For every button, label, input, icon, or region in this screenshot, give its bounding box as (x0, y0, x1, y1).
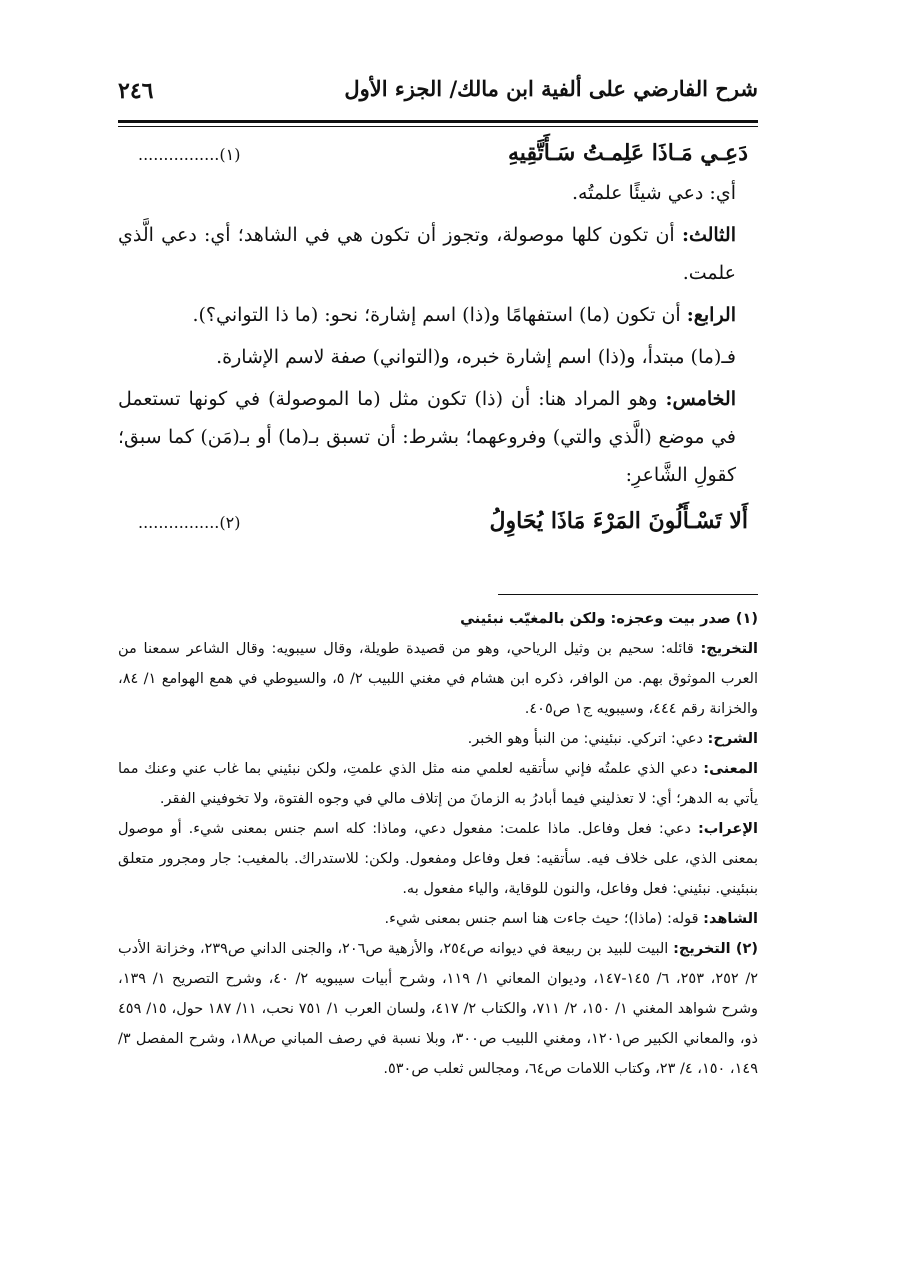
header-rule-thin (118, 126, 758, 127)
footnote-1-maana-lead: المعنى: (703, 761, 758, 777)
paragraph-fifth (118, 380, 758, 494)
footnote-1-maana-text: دعي الذي علمتُه فإني سأتقيه لعلمي منه مثل الذي علمتِ، ولكن نبئيني بما غاب عني وعنك مما يأتي به الدهر؛ أي: لا تعذليني فيما أبادرُ به الزمانَ من إتلاف مالي في وجوه الفتوة، ولا تخوفيني الفقر. (118, 761, 758, 807)
footnote-separator (498, 594, 758, 595)
footnote-1-irab-text: دعي: فعل وفاعل. ماذا علمت: مفعول دعي، وماذا: كله اسم جنس بمعنى شيء. أو موصول بمعنى الذي، على خلاف فيه. سأتقيه: فعل وفاعل ومفعول. ولكن: للاستدراك. بالمغيب: جار ومجرور متعلق بنبئيني. نبئيني: فعل وفاعل، والنون للوقاية، والياء مفعول به. (118, 821, 758, 897)
footnote-1-maana (118, 754, 758, 814)
verse-1-dots: ................(١) (138, 145, 241, 164)
footnote-1-sharh-text: دعي: اتركي. نبئيني: من النبأ وهو الخبر. (467, 731, 708, 747)
paragraph-fifth-text: وهو المراد هنا: أن (ذا) تكون مثل (ما الموصولة) في كونها تستعمل في موضع (الَّذي والتي) وفروعهما؛ بشرط: أن تسبق بـ(ما) أو بـ(مَن) كما سبق؛ كقولِ الشَّاعرِ: (118, 388, 736, 486)
footnote-1-irab-lead: الإعراب: (697, 821, 758, 837)
verse-2-dots: ................(٢) (138, 513, 241, 532)
page-header (118, 70, 758, 120)
footnote-2 (118, 934, 758, 1084)
page-number: ٢٤٦ (118, 78, 154, 104)
paragraph-fourth (118, 296, 758, 334)
verse-line-1 (118, 130, 758, 174)
footnotes (118, 604, 758, 1084)
footnote-1-shahid-text: قوله: (ماذا)؛ حيث جاءت هنا اسم جنس بمعنى شيء. (384, 911, 704, 927)
paragraph-parse: فـ(ما) مبتدأ، و(ذا) اسم إشارة خبره، و(التواني) صفة لاسم الإشارة. (216, 346, 736, 368)
main-text (118, 130, 758, 542)
footnote-1-head: (١) صدر بيت وعجزه: ولكن بالمغيّب نبئيني (460, 611, 758, 627)
paragraph-1: أي: دعي شيئًا علمتُه. (571, 182, 736, 204)
paragraph-fourth-lead: الرابع: (686, 304, 736, 326)
footnote-1-takhrij-text: قائله: سحيم بن وثيل الرياحي، وهو من قصيدة طويلة، وقال سيبويه: وقال الشاعر سمعنا من العرب الموثوق بهم. من الوافر، ذكره ابن هشام في مغني اللبيب ٢/ ٥، والسيوطي في همع الهوامع ١/ ٨٤، والخزانة رقم ٤٤٤، وسيبويه ج١ ص٤٠٥. (118, 641, 759, 717)
footnote-1-takhrij-lead: التخريج: (700, 641, 758, 657)
footnote-1-takhrij (118, 634, 758, 724)
running-title: شرح الفارضي على ألفية ابن مالك/ الجزء الأول (344, 76, 758, 101)
header-rule-thick (118, 120, 758, 123)
paragraph-third-lead: الثالث: (681, 224, 736, 246)
footnote-1-shahid-lead: الشاهد: (703, 911, 758, 927)
footnote-2-lead: (٢) التخريج: (673, 941, 759, 957)
verse-line-2 (118, 498, 758, 542)
footnote-1-irab (118, 814, 758, 904)
footnote-2-text: البيت للبيد بن ربيعة في ديوانه ص٢٥٤، والأزهية ص٢٠٦، والجنى الداني ص٢٣٩، وخزانة الأدب ٢/ ٢٥٢، ٢٥٣، ٦/ ١٤٥-١٤٧، وديوان المعاني ١/ ١١٩، وشرح أبيات سيبويه ٢/ ٤٠، وشرح التصريح ١/ ١٣٩، وشرح شواهد المغني ١/ ١٥٠، ٢/ ٧١١، والكتاب ٢/ ٤١٧، ولسان العرب ١/ ٧٥١ نحب، ١١/ ١٨٧ حول، ١٥/ ٤٥٩ ذو، والمعاني الكبير ص١٢٠١، ومغني اللبيب ص٣٠٠، وبلا نسبة في رصف المباني ص١٨٨، وشرح المفصل ٣/ ١٤٩، ١٥٠، ٤/ ٢٣، وكتاب اللامات ص٦٤، ومجالس ثعلب ص٥٣٠. (118, 941, 759, 1077)
paragraph-fifth-lead: الخامس: (665, 388, 736, 410)
footnote-1-sharh-lead: الشرح: (707, 731, 758, 747)
footnote-1-sharh (118, 724, 758, 754)
footnote-1-shahid (118, 904, 758, 934)
verse-2-text: أَلا تَسْـأَلُونَ المَرْءَ مَاذَا يُحَاوِلُ (489, 508, 748, 534)
paragraph-fourth-text: أن تكون (ما) استفهامًا و(ذا) اسم إشارة؛ نحو: (ما ذا التواني؟). (192, 304, 687, 326)
verse-1-text: دَعِـي مَـاذَا عَلِمـتُ سَـأَتَّقِيهِ (508, 140, 748, 166)
paragraph-third (118, 216, 758, 292)
paragraph-third-text: أن تكون كلها موصولة، وتجوز أن تكون هي في الشاهد؛ أي: دعي الَّذي علمت. (118, 224, 736, 284)
